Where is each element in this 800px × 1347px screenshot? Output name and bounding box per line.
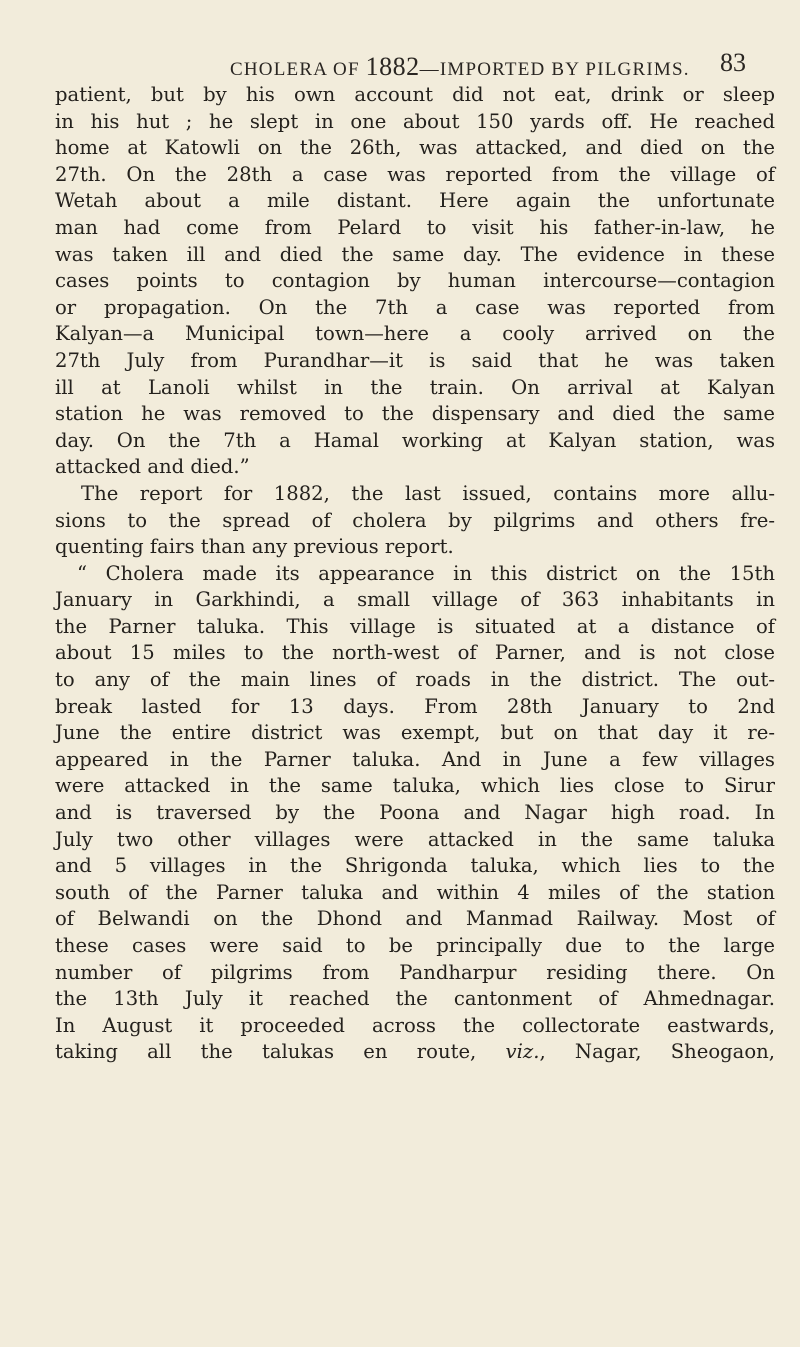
text-line: taking all the talukas en route, viz., Nagar, Sheogaon,	[55, 1040, 776, 1064]
text-line: and is traversed by the Poona and Nagar high road. In	[55, 801, 775, 825]
running-title-year: 1882	[365, 52, 420, 81]
text-line: January in Garkhindi, a small village of 363 inhabitants in	[55, 588, 775, 612]
text-line: sions to the spread of cholera by pilgrims and others fre-	[55, 508, 775, 532]
text-line: in his hut ; he slept in one about 150 yards off. He reached	[55, 109, 775, 133]
text-line: the Parner taluka. This village is situated at a distance of	[55, 614, 775, 638]
text-line: of Belwandi on the Dhond and Manmad Railway. Most of	[55, 907, 775, 931]
text-line: Wetah about a mile distant. Here again the unfortunate	[55, 189, 775, 213]
text-line: home at Katowli on the 26th, was attacked, and died on the	[55, 136, 775, 160]
running-title-prefix: CHOLERA OF	[230, 59, 366, 80]
text-line: The report for 1882, the last issued, contains more allu-	[81, 481, 775, 505]
text-line: 27th. On the 28th a case was reported from the village of	[55, 162, 775, 186]
page-header	[0, 46, 800, 82]
text-line: July two other villages were attacked in the same taluka	[55, 827, 775, 851]
text-line: June the entire district was exempt, but on that day it re-	[55, 721, 775, 745]
text-line: break lasted for 13 days. From 28th January to 2nd	[55, 694, 775, 718]
text-line: these cases were said to be principally due to the large	[55, 934, 775, 957]
page-number: 83	[720, 48, 746, 77]
text-line: ill at Lanoli whilst in the train. On arrival at Kalyan	[55, 375, 775, 399]
text-line: about 15 miles to the north-west of Parner, and is not close	[55, 641, 775, 665]
text-line: “ Cholera made its appearance in this district on the 15th	[77, 561, 775, 585]
text-line: patient, but by his own account did not eat, drink or sleep	[55, 83, 775, 106]
text-line: quenting fairs than any previous report.	[55, 535, 454, 559]
text-line: and 5 villages in the Shrigonda taluka, which lies to the	[55, 854, 775, 878]
text-line: were attacked in the same taluka, which lies close to Sirur	[55, 774, 775, 798]
text-line: was taken ill and died the same day. The evidence in these	[55, 242, 775, 266]
text-line: to any of the main lines of roads in the district. The out-	[55, 668, 775, 692]
text-line: the 13th July it reached the cantonment of Ahmednagar.	[55, 987, 775, 1011]
text-line: south of the Parner taluka and within 4 miles of the station	[55, 880, 775, 904]
text-line: In August it proceeded across the collectorate eastwards,	[55, 1013, 775, 1037]
text-line: number of pilgrims from Pandharpur residing there. On	[55, 960, 775, 984]
italic-viz: viz.	[505, 1040, 540, 1064]
text-line: appeared in the Parner taluka. And in June a few villages	[55, 747, 775, 771]
text-line: or propagation. On the 7th a case was reported from	[55, 295, 775, 319]
text-line: 27th July from Purandhar—it is said that he was taken	[55, 348, 775, 372]
text-line: station he was removed to the dispensary and died the same	[55, 402, 775, 426]
text-line: Kalyan—a Municipal town—here a cooly arrived on the	[55, 322, 775, 346]
running-title-suffix: —IMPORTED BY PILGRIMS.	[419, 59, 690, 80]
running-title	[230, 52, 690, 82]
text-line: cases points to contagion by human intercourse—contagion	[55, 269, 775, 293]
text-line: man had come from Pelard to visit his father-in-law, he	[55, 215, 775, 239]
body-text	[55, 82, 775, 1066]
text-line: attacked and died.”	[55, 455, 250, 479]
text-line: day. On the 7th a Hamal working at Kalyan station, was	[55, 428, 775, 452]
